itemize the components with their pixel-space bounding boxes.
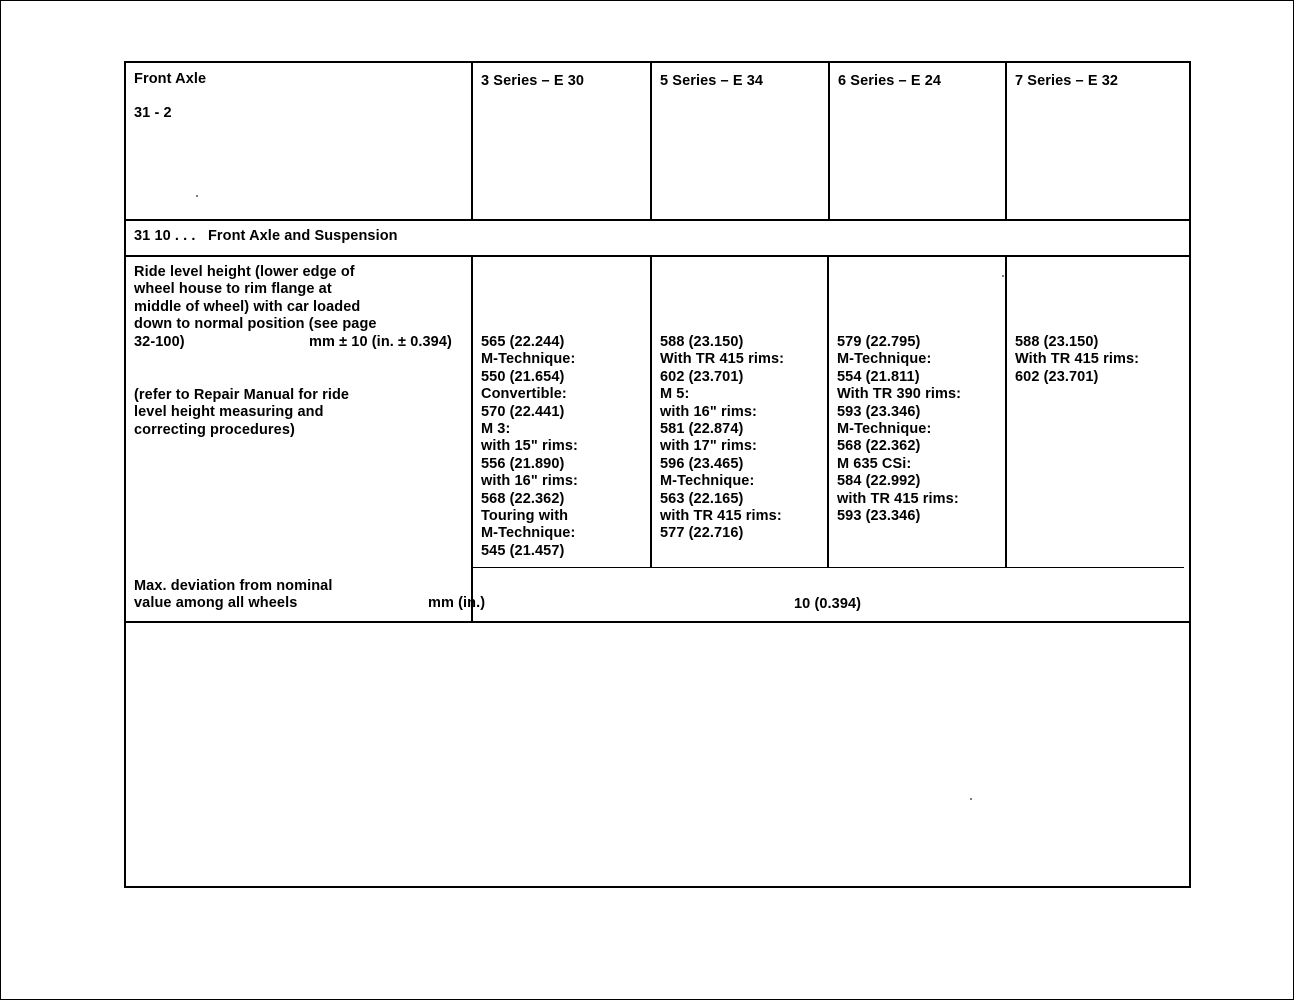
header-col-rule-3 bbox=[828, 63, 830, 219]
header-rule bbox=[126, 219, 1189, 221]
ride-height-values-e32: 588 (23.150) With TR 415 rims: 602 (23.701) bbox=[1015, 334, 1140, 385]
header-col-rule-4 bbox=[1005, 63, 1007, 219]
header-col-rule-2 bbox=[650, 63, 652, 219]
header-col-rule-1 bbox=[471, 63, 473, 219]
column-header-e34: 5 Series – E 34 bbox=[660, 73, 764, 89]
ride-height-tolerance: mm ± 10 (in. ± 0.394) bbox=[309, 334, 452, 350]
scan-speck bbox=[970, 798, 972, 800]
scan-speck bbox=[1002, 275, 1004, 277]
ride-height-rule bbox=[126, 621, 1189, 623]
column-header-e32: 7 Series – E 32 bbox=[1015, 73, 1119, 89]
section-title: Front Axle bbox=[134, 71, 207, 87]
body-col-rule-2 bbox=[650, 255, 652, 568]
max-deviation-value: 10 (0.394) bbox=[794, 596, 862, 612]
max-deviation-label: Max. deviation from nominal value among all wheels bbox=[134, 578, 333, 612]
max-deviation-unit: mm (in.) bbox=[428, 595, 486, 611]
scan-speck bbox=[196, 195, 198, 197]
ride-height-values-e24: 579 (22.795) M-Technique: 554 (21.811) With TR 390 rims: 593 (23.346) M-Technique: 568 (22.362) M 635 CSi: 584 (22.992) with TR 415 rims: 593 (23.346) bbox=[837, 334, 962, 525]
group-heading-rule bbox=[126, 255, 1189, 257]
ride-height-values-e30: 565 (22.244) M-Technique: 550 (21.654) Convertible: 570 (22.441) M 3: with 15" rims: 556 (21.890) with 16" rims: 568 (22.362) Touring with M-Technique: 545 (21.457) bbox=[481, 334, 578, 559]
page-number: 31 - 2 bbox=[134, 105, 172, 121]
body-col-rule-3 bbox=[827, 255, 829, 568]
ride-height-values-e34: 588 (23.150) With TR 415 rims: 602 (23.701) M 5: with 16" rims: 581 (22.874) with 17" rims: 596 (23.465) M-Technique: 563 (22.165) with TR 415 rims: 577 (22.716) bbox=[660, 334, 785, 542]
column-header-e24: 6 Series – E 24 bbox=[838, 73, 942, 89]
body-col-rule-1 bbox=[471, 255, 473, 621]
ride-height-description: Ride level height (lower edge of wheel house to rim flange at middle of wheel) with car loaded down to normal position (see page bbox=[134, 264, 377, 333]
ride-height-page-ref: 32-100) bbox=[134, 334, 185, 350]
ride-height-note: (refer to Repair Manual for ride level height measuring and correcting procedures) bbox=[134, 387, 350, 438]
column-header-e30: 3 Series – E 30 bbox=[481, 73, 585, 89]
body-col-rule-4 bbox=[1005, 255, 1007, 568]
group-heading: 31 10 . . . Front Axle and Suspension bbox=[134, 228, 398, 244]
spec-table bbox=[124, 61, 1191, 888]
